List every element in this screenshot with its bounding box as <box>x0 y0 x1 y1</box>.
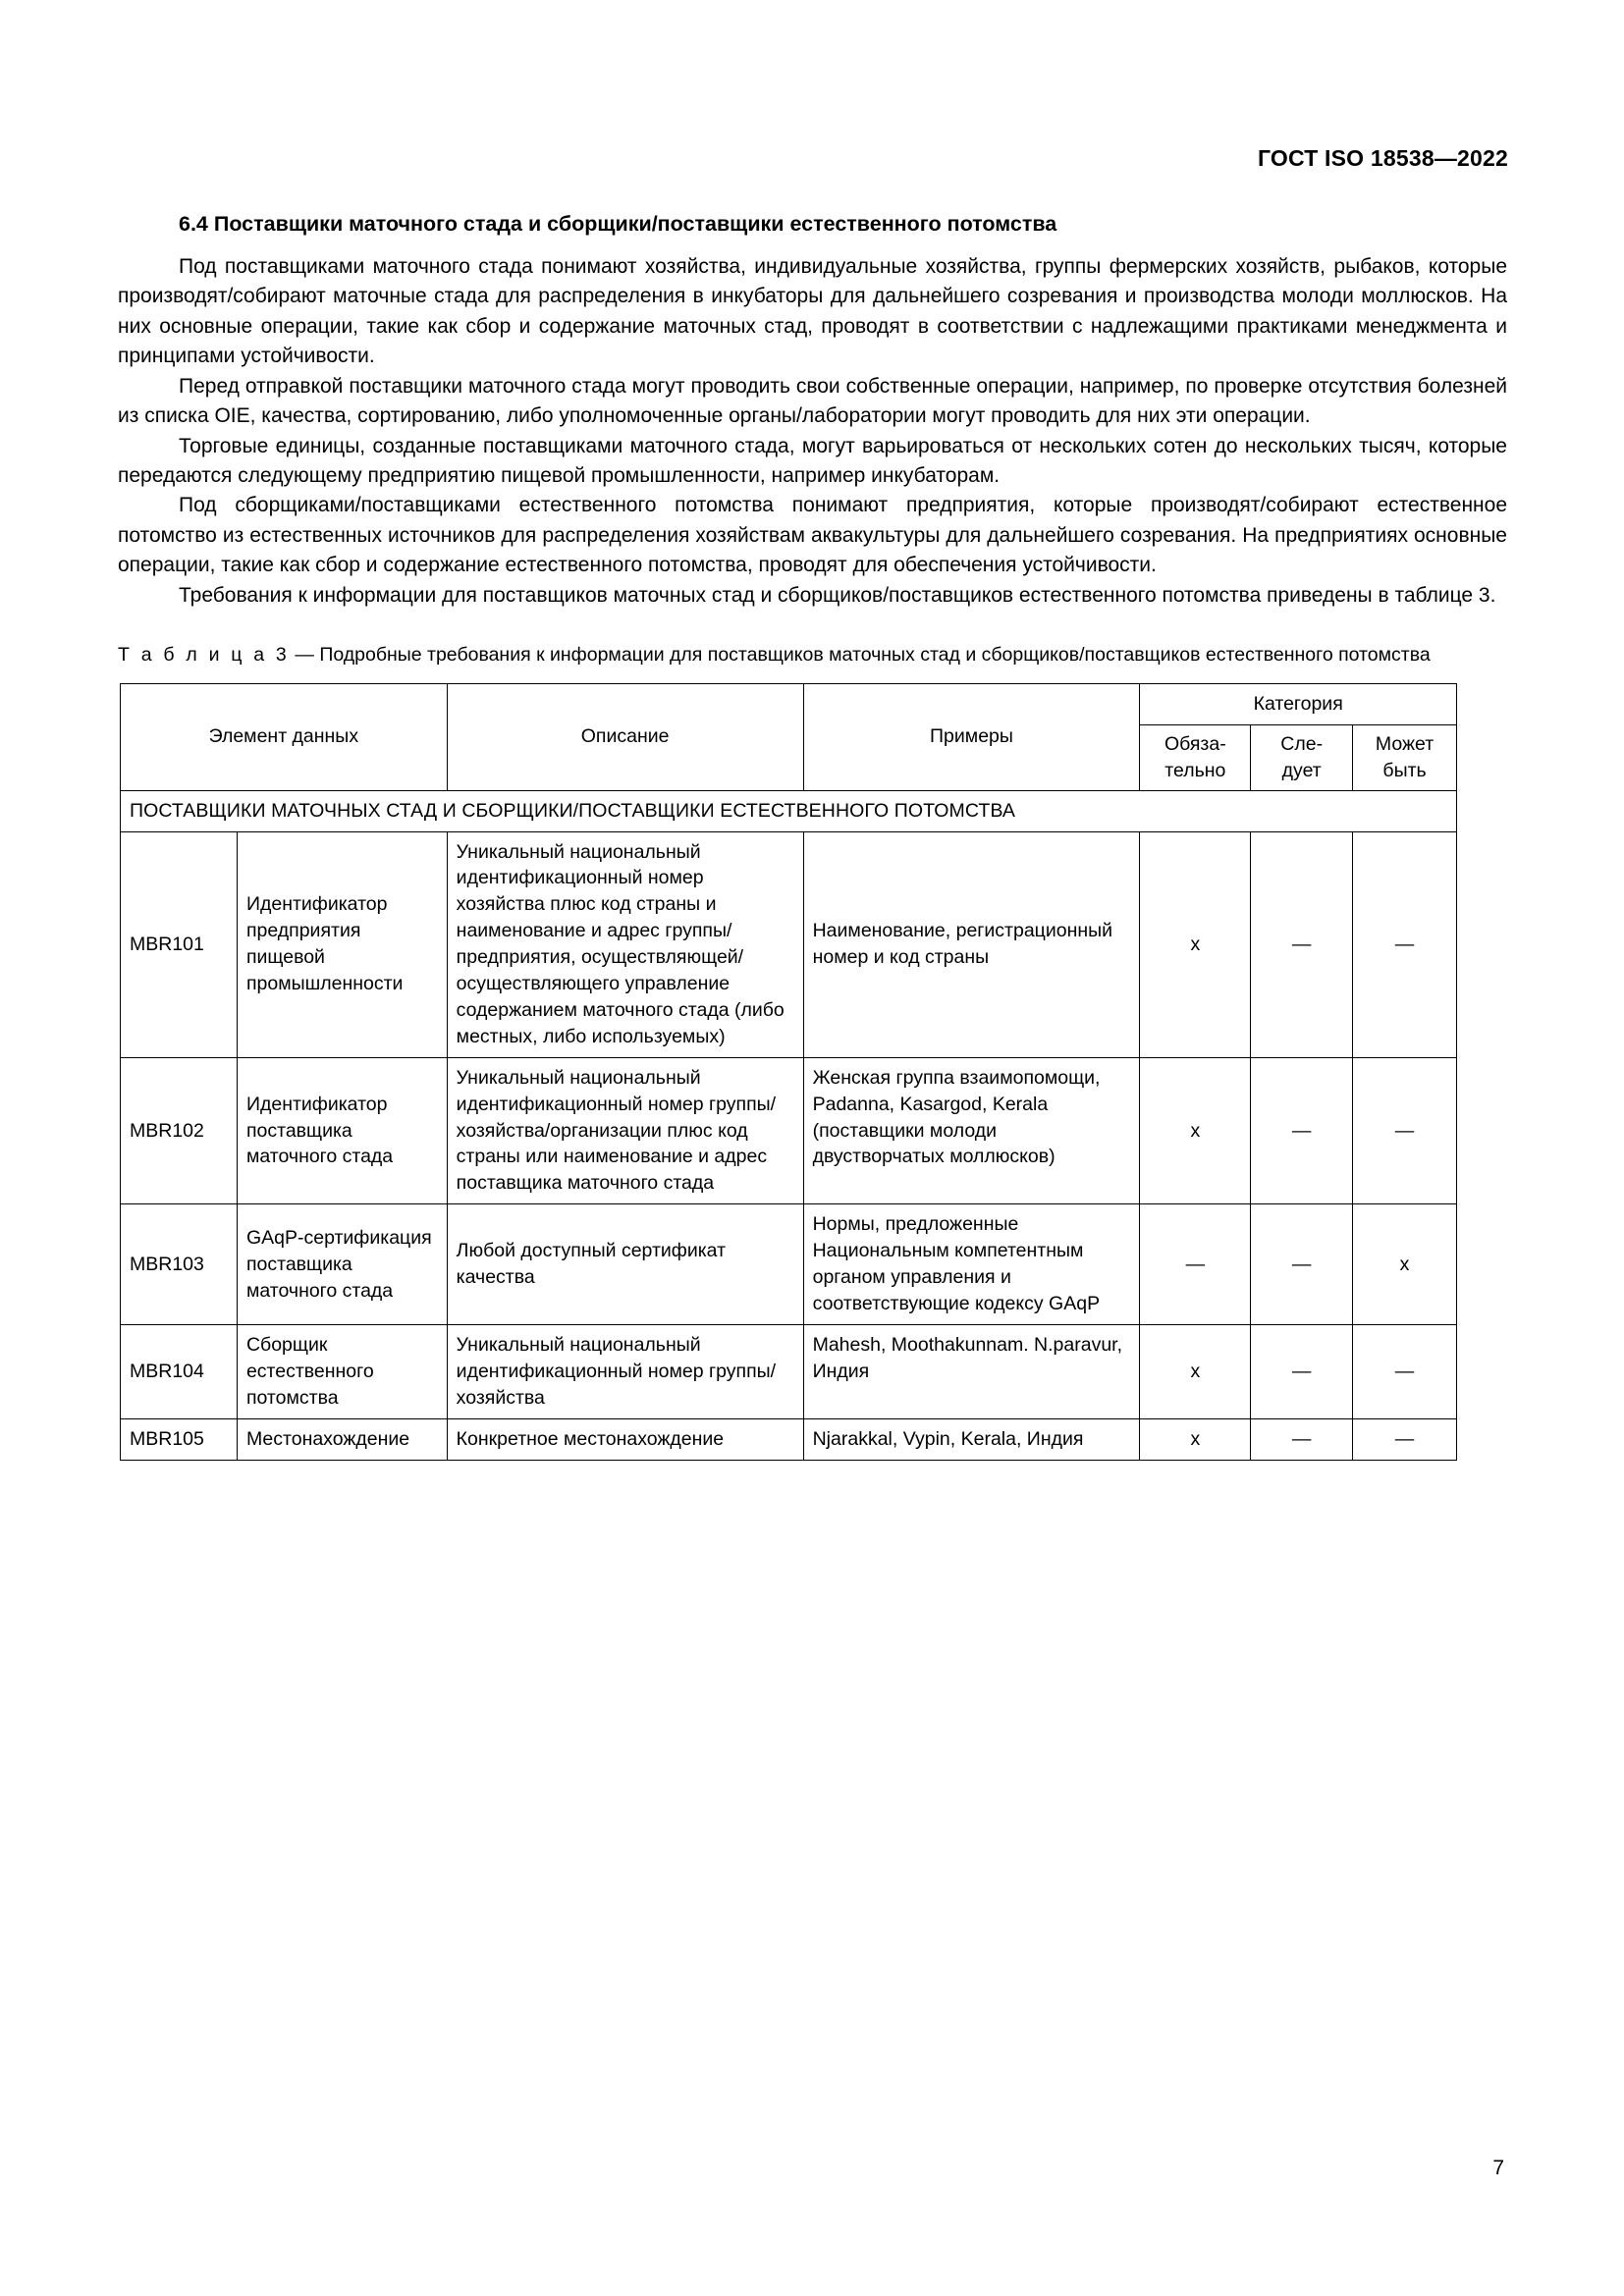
row-element: Сборщик естественного потомства <box>237 1324 447 1418</box>
row-code: MBR102 <box>121 1057 238 1204</box>
row-category-mandatory: — <box>1140 1204 1251 1325</box>
table-body <box>121 790 1457 1460</box>
column-header-should: Сле- дует <box>1251 724 1353 790</box>
row-category-mandatory: x <box>1140 1324 1251 1418</box>
table-row <box>121 1324 1457 1418</box>
row-examples: Нормы, предложенные Национальным компетентным органом управления и соответствующие кодексу GAqP <box>803 1204 1140 1325</box>
page-header: ГОСТ ISO 18538—2022 <box>1257 145 1508 171</box>
row-examples: Женская группа взаимопомощи, Padanna, Kasargod, Kerala (поставщики молоди двустворчатых моллюсков) <box>803 1057 1140 1204</box>
row-category-may: — <box>1353 1057 1457 1204</box>
body-paragraph: Под поставщиками маточного стада понимают хозяйства, индивидуальные хозяйства, группы фермерских хозяйств, рыбаков, которые производят/собирают маточные стада для распределения в инкубаторы для дальнейшего созревания и производства молоди моллюсков. На них основные операции, такие как сбор и содержание маточных стад, проводят в соответствии с надлежащими практиками менеджмента и принципами устойчивости. <box>118 254 1507 368</box>
row-category-should: — <box>1251 831 1353 1057</box>
row-category-mandatory: x <box>1140 1057 1251 1204</box>
row-examples: Njarakkal, Vypin, Kerala, Индия <box>803 1418 1140 1460</box>
row-code: MBR105 <box>121 1418 238 1460</box>
row-element: Местонахождение <box>237 1418 447 1460</box>
table-section-banner <box>121 790 1457 831</box>
row-category-should: — <box>1251 1204 1353 1325</box>
column-header-mandatory: Обяза- тельно <box>1140 724 1251 790</box>
row-category-mandatory: x <box>1140 1418 1251 1460</box>
table-row <box>121 1204 1457 1325</box>
table-caption-label: Т а б л и ц а 3 <box>118 644 290 667</box>
body-paragraph: Торговые единицы, созданные поставщиками маточного стада, могут варьироваться от нескольких сотен до нескольких тысяч, которые передаются следующему предприятию пищевой промышленности, например инкубаторам. <box>118 434 1507 487</box>
row-category-should: — <box>1251 1418 1353 1460</box>
body-paragraph: Требования к информации для поставщиков маточных стад и сборщиков/поставщиков естественного потомства приведены в таблице 3. <box>179 583 1496 607</box>
section-title: 6.4 Поставщики маточного стада и сборщики/поставщики естественного потомства <box>179 212 1057 236</box>
table-row <box>121 831 1457 1057</box>
row-category-may: x <box>1353 1204 1457 1325</box>
row-examples: Наименование, регистрационный номер и код страны <box>803 831 1140 1057</box>
row-category-mandatory: x <box>1140 831 1251 1057</box>
body-paragraph: Перед отправкой поставщики маточного стада могут проводить свои собственные операции, например, по проверке отсутствия болезней из списка OIE, качества, сортированию, либо уполномоченные органы/лаборатории могут проводить для них эти операции. <box>118 374 1507 428</box>
row-code: MBR103 <box>121 1204 238 1325</box>
table-section-banner-label: ПОСТАВЩИКИ МАТОЧНЫХ СТАД И СБОРЩИКИ/ПОСТАВЩИКИ ЕСТЕСТВЕННОГО ПОТОМСТВА <box>121 790 1457 831</box>
requirements-table <box>120 683 1457 1461</box>
row-category-should: — <box>1251 1057 1353 1204</box>
table-header-row <box>121 683 1457 724</box>
column-header-element: Элемент данных <box>121 683 448 790</box>
row-description: Уникальный национальный идентификационный номер группы/хозяйства/организации плюс код страны или наименование и адрес поставщика маточного стада <box>447 1057 803 1204</box>
column-header-examples: Примеры <box>803 683 1140 790</box>
row-category-should: — <box>1251 1324 1353 1418</box>
table-caption <box>118 642 1507 669</box>
row-element: Идентификатор поставщика маточного стада <box>237 1057 447 1204</box>
row-element: GAqP-сертификация поставщика маточного стада <box>237 1204 447 1325</box>
row-description: Любой доступный сертификат качества <box>447 1204 803 1325</box>
column-header-may: Может быть <box>1353 724 1457 790</box>
table-caption-text: — Подробные требования к информации для поставщиков маточных стад и сборщиков/поставщиков естественного потомства <box>289 644 1431 667</box>
page-number: 7 <box>1492 2157 1504 2179</box>
table-row <box>121 1057 1457 1204</box>
table-head <box>121 683 1457 790</box>
row-description: Конкретное местонахождение <box>447 1418 803 1460</box>
row-element: Идентификатор предприятия пищевой промышленности <box>237 831 447 1057</box>
row-category-may: — <box>1353 1418 1457 1460</box>
body-paragraph: Под сборщиками/поставщиками естественного потомства понимают предприятия, которые производят/собирают естественное потомство из естественных источников для распределения хозяйствам аквакультуры для дальнейшего созревания. На предприятиях основные операции, такие как сбор и содержание естественного потомства, проводят для обеспечения устойчивости. <box>118 494 1507 577</box>
column-header-description: Описание <box>447 683 803 790</box>
row-examples: Mahesh, Moothakunnam. N.paravur, Индия <box>803 1324 1140 1418</box>
row-category-may: — <box>1353 1324 1457 1418</box>
page-content <box>118 211 1507 1461</box>
row-category-may: — <box>1353 831 1457 1057</box>
row-description: Уникальный национальный идентификационный номер хозяйства плюс код страны и наименование и адрес группы/предприятия, осуществляющей/осуществляющего управление содержанием маточного стада (либо местных, либо используемых) <box>447 831 803 1057</box>
table-row <box>121 1418 1457 1460</box>
row-code: MBR104 <box>121 1324 238 1418</box>
row-code: MBR101 <box>121 831 238 1057</box>
row-description: Уникальный национальный идентификационный номер группы/хозяйства <box>447 1324 803 1418</box>
column-header-category: Категория <box>1140 683 1457 724</box>
